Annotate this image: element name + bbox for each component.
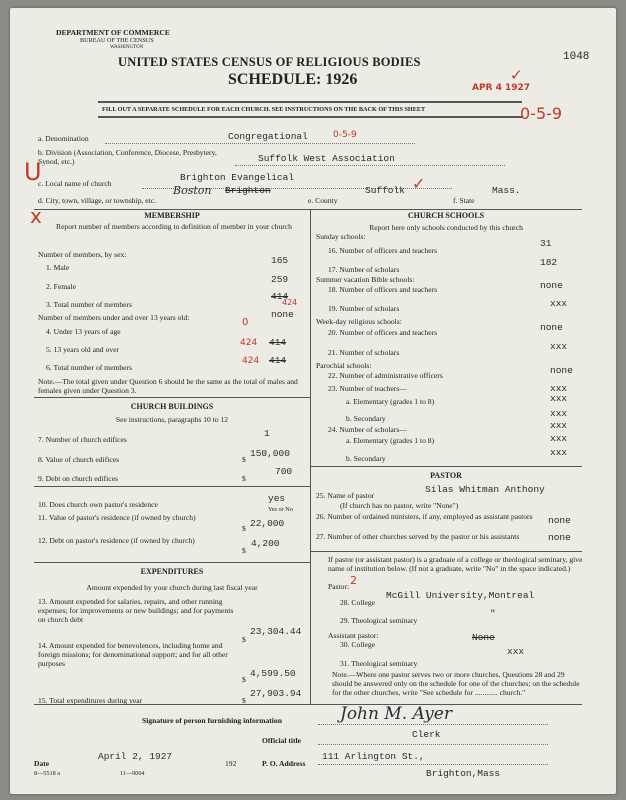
debt-dollar: $: [242, 474, 246, 483]
official-title-value: Clerk: [412, 729, 441, 740]
pastor-name-value: Silas Whitman Anthony: [425, 484, 545, 495]
instructions-banner: FILL OUT A SEPARATE SCHEDULE FOR EACH CHURCH. SEE INSTRUCTIONS ON THE BACK OF THIS SHEET: [102, 106, 426, 113]
bureau-label: BUREAU OF THE CENSUS: [80, 37, 154, 44]
q22-value: none: [550, 365, 573, 376]
q27-value: none: [548, 532, 571, 543]
q29-value: ": [490, 608, 496, 619]
edifice-dollar: $: [242, 455, 246, 464]
q27-label: 27. Number of other churches served by the pastor or his assistants: [316, 532, 520, 541]
red-checkmark: ✓: [510, 66, 523, 84]
q24b-value: xxx: [550, 447, 568, 458]
q17-value: 182: [540, 257, 558, 268]
schools-sub: Report here only schools conducted by this church: [369, 223, 523, 232]
over13-correction: 424: [240, 338, 258, 348]
running-expenses-value: 23,304.44: [250, 626, 302, 637]
by-sex-label: Number of members, by sex:: [38, 250, 127, 259]
running-expenses-label: 13. Amount expended for salaries, repairs, and other running expenses; for improvements or new buildings; and for payments on church debt: [38, 597, 234, 624]
schedule-title: SCHEDULE: 1926: [228, 71, 358, 88]
city-label-field: d. City, town, village, or township, etc.: [38, 196, 157, 205]
q30-value: None: [472, 632, 495, 643]
margin-x-mark: x: [30, 204, 42, 228]
yes-no-hint: Yes or No: [268, 506, 293, 513]
expenditures-sub: Amount expended by your church during last fiscal year: [86, 583, 258, 592]
female-label: 2. Female: [46, 282, 76, 291]
denomination-label: a. Denomination: [38, 134, 89, 143]
q23-label: 23. Number of teachers—: [328, 384, 407, 393]
q28-label: 28. College: [340, 598, 376, 607]
running-dollar: $: [242, 635, 246, 644]
division-value: Suffolk West Association: [258, 153, 395, 164]
sunday-label: Sunday schools:: [316, 232, 366, 241]
q23b-value: xxx: [550, 408, 568, 419]
total-exp-value: 27,903.94: [250, 688, 302, 699]
benevolences-value: 4,599.50: [250, 668, 296, 679]
date-value: April 2, 1927: [98, 751, 173, 762]
denomination-value: Congregational: [228, 131, 308, 142]
denomination-code: 0-5-9: [333, 130, 357, 140]
local-name-label: c. Local name of church: [38, 179, 112, 188]
edifices-label: 7. Number of church edifices: [38, 435, 127, 444]
q21-value: xxx: [550, 341, 568, 352]
q28-value: McGill University,Montreal: [386, 590, 535, 601]
parochial-label: Parochial schools:: [316, 361, 372, 370]
expenditures-title: EXPENDITURES: [140, 567, 204, 576]
edifice-value: 150,000: [250, 448, 290, 459]
q20-label: 20. Number of officers and teachers: [328, 328, 438, 337]
census-schedule-form: [10, 8, 616, 794]
female-value: 259: [271, 274, 289, 285]
q17-label: 17. Number of scholars: [328, 265, 400, 274]
edifice-debt-label: 9. Debt on church edifices: [38, 474, 118, 483]
q24-label: 24. Number of scholars—: [328, 425, 407, 434]
margin-u-mark: U: [24, 158, 42, 186]
city-value: Brighton: [225, 185, 271, 196]
q31-label: 31. Theological seminary: [340, 659, 418, 668]
county-checkmark: ✓: [412, 174, 426, 193]
q24-value: xxx: [550, 420, 568, 431]
pastor-sub-label: Pastor:: [328, 582, 350, 591]
schedule-number: 1048: [563, 51, 590, 63]
state-label: f. State: [453, 196, 475, 205]
edifices-value: 1: [264, 428, 270, 439]
residence-value-amount: 22,000: [250, 518, 285, 529]
total6-correction: 424: [242, 356, 260, 366]
male-label: 1. Male: [46, 263, 70, 272]
q24a-value: xxx: [550, 433, 568, 444]
county-label: e. County: [308, 196, 338, 205]
pastor-note: Note.—Where one pastor serves two or more churches, Questions 28 and 29 should be answered only on the schedule for one of the churches; on the schedule for the other churches, write "See schedule for ............ church.": [332, 670, 580, 697]
residence-value: yes: [268, 493, 286, 504]
po-address-value: 111 Arlington St.,: [322, 751, 425, 762]
department-label: DEPARTMENT OF COMMERCE: [56, 28, 170, 37]
q30-label: 30. College: [340, 640, 376, 649]
benevolences-label: 14. Amount expended for benevolences, including home and foreign missions; for denominational support; and for all other purposes: [38, 641, 228, 668]
age-split-label: Number of members under and over 13 years old:: [38, 313, 190, 322]
q22-label: 22. Number of administrative officers: [328, 371, 443, 380]
q16-value: 31: [540, 238, 552, 249]
form-title: UNITED STATES CENSUS OF RELIGIOUS BODIES: [118, 55, 421, 69]
signature-value: John M. Ayer: [340, 704, 452, 724]
red-code-mark: 0-5-9: [520, 104, 563, 123]
po-address-value-2: Brighton,Mass: [426, 768, 501, 779]
q16-label: 16. Number of officers and teachers: [328, 246, 438, 255]
local-name-value: Brighton Evangelical: [180, 172, 295, 183]
q20-value: none: [540, 322, 563, 333]
membership-title: MEMBERSHIP: [144, 211, 200, 220]
pastor-title: PASTOR: [430, 471, 462, 480]
q23a-label: a. Elementary (grades 1 to 8): [346, 397, 435, 406]
residence-value-label: 11. Value of pastor's residence (if owned by church): [38, 513, 196, 522]
membership-intro: Report number of members according to definition of member in your church: [56, 222, 292, 231]
received-stamp: APR 4 1927: [472, 83, 531, 93]
q24a-label: a. Elementary (grades 1 to 8): [346, 436, 435, 445]
buildings-title: CHURCH BUILDINGS: [130, 402, 214, 411]
city-label: WASHINGTON: [110, 45, 144, 50]
date-year-suffix: 192: [225, 759, 237, 768]
q23a-value: xxx: [550, 393, 568, 404]
po-address-label: P. O. Address: [262, 759, 306, 768]
q25-note: (If church has no pastor, write "None"): [340, 501, 459, 510]
residence-label: 10. Does church own pastor's residence: [38, 500, 158, 509]
graduate-instructions: If pastor (or assistant pastor) is a graduate of a college or theological seminary, give name of institution below. (If not a graduate, write "No" in the space indicated.): [328, 555, 583, 573]
residence-debt-value: 4,200: [251, 538, 280, 549]
residence-dollar: $: [242, 524, 246, 533]
over13-value: 414: [269, 337, 287, 348]
city-handwritten: Boston: [173, 184, 212, 197]
residence-debt-dollar: $: [242, 546, 246, 555]
age-split-value: none: [271, 309, 294, 320]
schools-title: CHURCH SCHOOLS: [407, 211, 485, 220]
print-number: 11—9064: [120, 770, 145, 777]
male-value: 165: [271, 255, 289, 266]
membership-note: Note.—The total given under Question 6 should be the same as the total of males and females given under Question 3.: [38, 377, 298, 395]
summer-label: Summer vacation Bible schools:: [316, 275, 415, 284]
q31-value: xxx: [507, 646, 525, 657]
q26-value: none: [548, 515, 571, 526]
q21-label: 21. Number of scholars: [328, 348, 400, 357]
total6-label: 6. Total number of members: [46, 363, 133, 372]
q18-label: 18. Number of officers and teachers: [328, 285, 438, 294]
signature-label: Signature of person furnishing information: [142, 716, 282, 725]
q23b-label: b. Secondary: [346, 414, 386, 423]
under13-label: 4. Under 13 years of age: [46, 327, 121, 336]
over13-label: 5. 13 years old and over: [46, 345, 119, 354]
total-members-label: 3. Total number of members: [46, 300, 133, 309]
total-exp-label: 15. Total expenditures during year: [38, 696, 143, 705]
q19-value: xxx: [550, 298, 568, 309]
q19-label: 19. Number of scholars: [328, 304, 400, 313]
q26-label: 26. Number of ordained ministers, if any, employed as assistant pastors: [316, 512, 533, 521]
total-exp-dollar: $: [242, 696, 246, 705]
under13-value: 0: [242, 317, 249, 328]
total-members-correction: 424: [282, 298, 298, 307]
state-value: Mass.: [492, 185, 521, 196]
edifice-debt-value: 700: [275, 466, 293, 477]
total6-value: 414: [269, 355, 287, 366]
q25-label: 25. Name of pastor: [316, 491, 375, 500]
county-value: Suffolk: [365, 185, 405, 196]
form-number: 8—5518 a: [34, 770, 60, 777]
edifice-value-label: 8. Value of church edifices: [38, 455, 120, 464]
weekday-label: Week-day religious schools:: [316, 317, 402, 326]
benevolences-dollar: $: [242, 675, 246, 684]
date-label: Date: [34, 759, 50, 768]
residence-debt-label: 12. Debt on pastor's residence (if owned by church): [38, 536, 195, 545]
buildings-sub: See instructions, paragraphs 10 to 12: [115, 415, 229, 424]
q18-value: none: [540, 280, 563, 291]
q23-value: xxx: [550, 383, 568, 394]
total-members-value: 414: [271, 291, 289, 302]
q29-label: 29. Theological seminary: [340, 616, 418, 625]
division-label: b. Division (Association, Conference, Diocese, Presbytery, Synod, etc.): [38, 148, 217, 166]
q24b-label: b. Secondary: [346, 454, 386, 463]
assistant-label: Assistant pastor:: [328, 631, 379, 640]
pastor-red-mark: 2: [350, 574, 357, 587]
official-title-label: Official title: [262, 736, 302, 745]
